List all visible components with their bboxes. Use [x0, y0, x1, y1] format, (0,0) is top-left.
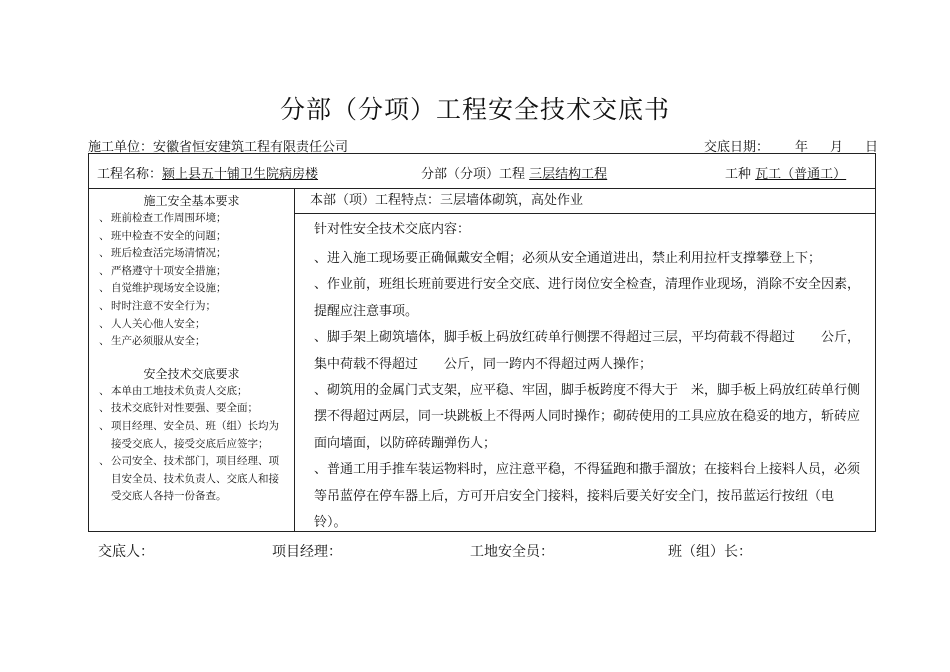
- list-item: 、 班中检查不安全的问题；: [99, 228, 288, 246]
- header-row: [89, 154, 875, 189]
- content-intro: 针对性安全技术交底内容：: [314, 222, 471, 237]
- list-item: 、 严格遵守十项安全措施；: [99, 263, 288, 281]
- sub-label: 分部（分项）工程: [421, 167, 526, 182]
- disclosure-requirements-title: 安全技术交底要求: [143, 366, 240, 381]
- list-item: 、 项目经理、安全员、班（组）长均为接受交底人，接受交底后应签字；: [99, 418, 288, 453]
- disclosure-content-column: [294, 188, 875, 531]
- disclosure-table: [88, 153, 876, 532]
- disclosure-content: [294, 214, 875, 536]
- sub-project: [421, 163, 607, 182]
- list-item: 、 生产必须服从安全；: [99, 333, 288, 351]
- project-name: [97, 163, 318, 182]
- sub-value: 三层结构工程: [529, 167, 608, 182]
- trade: [725, 163, 846, 182]
- basic-requirements-title: 施工安全基本要求: [143, 194, 240, 208]
- trade-label: 工种: [725, 167, 752, 182]
- requirements-column: [89, 188, 295, 531]
- list-item: 、 时时注意不安全行为；: [99, 298, 288, 316]
- content-paragraph: 、作业前，班组长班前要进行安全交底、进行岗位安全检查，清理作业现场，消除不安全因素，提醒应注意事项。: [314, 277, 861, 319]
- trade-value: 瓦工（普通工）: [755, 167, 847, 182]
- date-year: 年: [794, 140, 808, 155]
- disclosure-requirements-list: [89, 383, 294, 506]
- content-paragraph: 、进入施工现场要正确佩戴安全帽；必须从安全通道进出，禁止利用拉杆支撑攀登上下；: [314, 251, 822, 266]
- content-paragraph: 、砌筑用的金属门式支架，应平稳、牢固，脚手板跨度不得大于 米，脚手板上码放红砖单行侧摆不得超过两层，同一块跳板上不得两人同时操作；砌砖使用的工具应放在稳妥的地方，斩砖应面向墙面，以防碎砖蹦弹伤人；: [314, 383, 861, 451]
- list-item: 、 人人关心他人安全；: [99, 316, 288, 334]
- list-item: 、 班前检查工作周围环境；: [99, 210, 288, 228]
- list-item: 、 本单由工地技术负责人交底；: [99, 383, 288, 401]
- project-value: 颍上县五十铺卫生院病房楼: [162, 167, 319, 182]
- content-paragraph: 、普通工用手推车装运物料时，应注意平稳，不得猛跑和撒手溜放；在接料台上接料人员，必须等吊蓝停在停车器上后，方可开启安全门接料，接料后要关好安全门，按吊蓝运行按纽（电铃）。: [314, 462, 861, 531]
- discloser-signature: 交底人：: [98, 544, 154, 560]
- manager-signature: 项目经理：: [272, 544, 342, 560]
- list-item: 、 自觉维护现场安全设施；: [99, 280, 288, 298]
- safety-officer-signature: 工地安全员：: [470, 544, 554, 560]
- project-label: 工程名称：: [97, 167, 163, 182]
- list-item: 、 班后检查活完场清情况；: [99, 245, 288, 263]
- date-day: 日: [864, 140, 878, 155]
- document-title: 分部（分项）工程安全技术交底书: [279, 95, 670, 124]
- list-item: 、 公司安全、技术部门，项目经理、项目安全员、技术负责人、交底人和接受交底人各持一份备查。: [99, 453, 288, 506]
- basic-requirements-list: [89, 210, 294, 351]
- date-month: 月: [829, 140, 843, 155]
- construction-unit: 施工单位：安徽省恒安建筑工程有限责任公司: [88, 140, 349, 155]
- content-paragraph: 、脚手架上砌筑墙体，脚手板上码放红砖单行侧摆不得超过三层，平均荷载不得超过 公斤，集中荷载不得超过 公斤，同一跨内不得超过两人操作；: [314, 330, 861, 372]
- project-features: 本部（项）工程特点：三层墙体砌筑，高处作业: [294, 188, 875, 214]
- team-leader-signature: 班（组）长：: [668, 544, 752, 560]
- date-label: 交底日期：: [703, 140, 769, 155]
- list-item: 、 技术交底针对性要强、要全面；: [99, 400, 288, 418]
